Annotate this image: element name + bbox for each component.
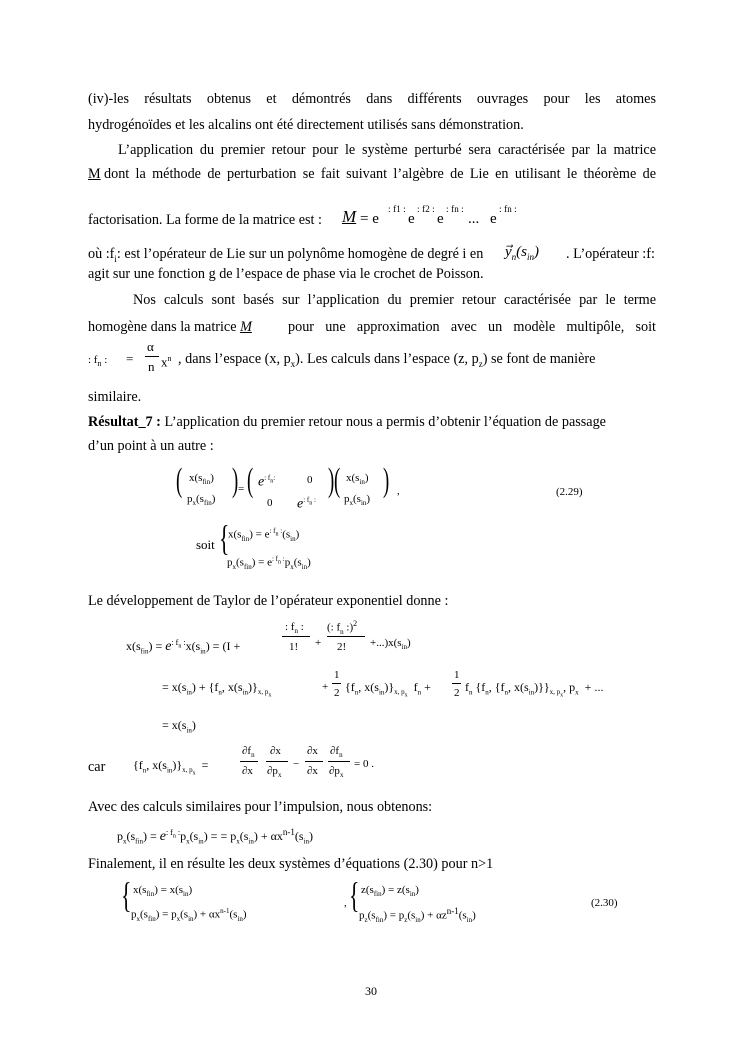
text-line-7: agit sur une fonction g de l’espace de phase via le crochet de Poisson. [88, 266, 484, 282]
factor-fn: : fn : [446, 204, 464, 215]
car-bracket: {$f_n$, $x(s_{in})\}_{x, p_x}$ = [133, 758, 209, 777]
soit-eq1: $x(s_{fin}) = e^{: f_n :}(s_{in})$ [228, 527, 300, 543]
car-bar4 [328, 761, 350, 762]
eq229-x-in: $x(s_{in})$ [346, 472, 369, 487]
text-line-6c: . L’opérateur :f: [566, 246, 655, 262]
car-d7: $\partial f_n$ [330, 745, 343, 760]
car-bar1 [240, 761, 258, 762]
text-line-2: hydrogénoïdes et les alcalins ont été directement utilisés sans démonstration. [88, 117, 524, 133]
taylor-half1-bar [332, 683, 341, 684]
fn-def-left: : $f_n$ : [88, 354, 108, 369]
factor-eq-e: = e [360, 211, 379, 227]
eq229-px-fin: $p_x(s_{fin})$ [187, 493, 216, 508]
factor-dots: ... [468, 211, 480, 227]
taylor-frac1-num: : $f_n$ : [285, 621, 304, 636]
car-minus: − [293, 758, 300, 770]
car-label: car [88, 759, 106, 775]
eq229-paren-r1: ) [232, 462, 239, 499]
soit-eq2: $p_x(s_{fin}) = e^{: f_n :}p_x(s_{in})$ [227, 555, 311, 571]
factor-fn-2: : fn : [499, 204, 517, 215]
final-line: Finalement, il en résulte les deux systèmes d’équations (2.30) pour n>1 [88, 856, 494, 872]
eq230-number: (2.30) [591, 897, 618, 909]
eq229-paren-l3: ( [334, 462, 341, 499]
eq229-paren-l2: ( [247, 462, 254, 499]
taylor-plus-half1: + [322, 681, 329, 693]
fn-alpha: α [147, 339, 154, 354]
matrix-M-italic: M [342, 207, 357, 226]
taylor-half2-num: 1 [454, 669, 460, 681]
eq229-x-fin: $x(s_{fin})$ [189, 472, 214, 487]
fn-frac-bar [145, 356, 159, 357]
taylor-tail: $+...)x(s_{in})$ [370, 637, 411, 652]
taylor-half2-bar [452, 683, 461, 684]
car-d5: ∂x [307, 745, 318, 757]
taylor-half2-den: 2 [454, 687, 460, 699]
sys1-eq1: $x(s_{fin}) = x(s_{in})$ [133, 884, 193, 899]
sys2-eq1: $z(s_{fin}) = z(s_{in})$ [361, 884, 419, 899]
text-line-8: Nos calculs sont basés sur l’application du premier retour caractérisée par le terme [133, 292, 656, 308]
soit-label: soit [196, 537, 215, 552]
taylor-plus1: + [315, 637, 322, 649]
vector-y-n: $y_n(s_{in})$ [505, 244, 540, 262]
taylor-frac2-den: 2! [337, 641, 347, 653]
eq229-number: (2.29) [556, 486, 583, 498]
eq229-paren-r2: ) [328, 462, 335, 499]
taylor-line: Le développement de Taylor de l’opérateur exponentiel donne : [88, 593, 449, 609]
sys1-eq2: $p_x(s_{fin}) = p_x(s_{in}) + \alpha x^{n-1}(s_{in})$ [131, 907, 247, 923]
text-line-11: similaire. [88, 389, 142, 405]
factor-e4: e [490, 211, 497, 227]
car-d2: ∂x [242, 765, 253, 777]
car-d8: $\partial p_x$ [329, 765, 344, 780]
eq229-paren-l1: ( [176, 462, 183, 499]
matrix-M-symbol: M [88, 166, 101, 182]
taylor-half1-num: 1 [334, 669, 340, 681]
taylor-frac2-num: (: $f_n$ :)$^2$ [327, 619, 358, 636]
eq229-e22: $e^{: f_n :}$ [297, 496, 316, 512]
text-line-13: d’un point à un autre : [88, 438, 214, 454]
fn-n-den: n [148, 359, 155, 374]
fn-xn: $x^n$ [161, 354, 172, 370]
eq229-comma: , [397, 485, 400, 497]
text-line-1: (iv)-les résultats obtenus et démontrés dans différents ouvrages pour les atomes [88, 91, 656, 107]
factor-e3: e [437, 211, 444, 227]
sys2-brace: { [349, 875, 360, 915]
eq229-e11: $e^{: f_n:}$ [258, 474, 276, 490]
car-d3: ∂x [270, 745, 281, 757]
taylor-half1-den: 2 [334, 687, 340, 699]
taylor-frac2-bar [327, 636, 365, 637]
factor-f2: : f2 : [417, 204, 435, 215]
eq229-paren-r3: ) [383, 462, 390, 499]
taylor-line2b: {$f_n$, $x(s_{in})\}_{x, p_x}$ $f_n$ + [345, 680, 431, 699]
text-line-9b: pour une approximation avec un modèle multipôle, soit [288, 319, 656, 335]
car-d6: ∂x [307, 765, 318, 777]
sys2-eq2: $p_z(s_{fin}) = p_z(s_{in}) + \alpha z^{n-1}(s_{in})$ [359, 906, 476, 924]
text-line-10: , dans l’espace (x, $p_x$). Les calculs dans l’espace (z, $p_z$) se font de manière [178, 351, 596, 369]
car-bar3 [305, 761, 323, 762]
sys1-brace: { [121, 875, 132, 915]
text-line-6a: où $:f_i$: est l’opérateur de Lie sur un polynôme homogène de degré i en [88, 246, 484, 264]
eq229-zero12: 0 [307, 474, 313, 486]
taylor-line2c: $f_n$ {$f_n$, {$f_n$, $x(s_{in})\}\}_{x, p_x}$, $p_x$ + ... [465, 680, 604, 699]
text-line-9: homogène dans la matrice M [88, 319, 252, 335]
soit-brace: { [219, 518, 230, 558]
car-d4: $\partial p_x$ [267, 765, 282, 780]
taylor-line2a: = $x(s_{in}) + \{f_n$, $x(s_{in})\}_{x, p_x}$ [162, 680, 272, 699]
taylor-frac1-bar [282, 636, 310, 637]
text-line-4: dont la méthode de perturbation se fait suivant l’algèbre de Lie en utilisant le théorème de [104, 166, 656, 182]
eq229-equals: = [238, 483, 245, 495]
factor-e2: e [408, 211, 415, 227]
result-line: Résultat_7 : L’application du premier retour nous a permis d’obtenir l’équation de passage [88, 414, 606, 430]
sys-comma: , [344, 897, 347, 909]
text-line-5: factorisation. La forme de la matrice est : [88, 212, 322, 228]
car-d1: $\partial f_n$ [242, 745, 255, 760]
fn-def-eq: = [126, 351, 134, 366]
impulsion-line: Avec des calculs similaires pour l’impulsion, nous obtenons: [88, 799, 433, 815]
text-line-3: L’application du premier retour pour le système perturbé sera caractérisée par la matrice [118, 142, 656, 158]
taylor-frac1-den: 1! [289, 641, 299, 653]
factor-f1: : f1 : [388, 204, 406, 215]
car-bar2 [266, 761, 288, 762]
eq229-zero21: 0 [267, 497, 273, 509]
taylor-lhs: $x(s_{fin}) = e^{: f_n :}x(s_{in}) = (I$ + [126, 638, 241, 656]
eq229-px-in: $p_x(s_{in})$ [344, 493, 371, 508]
page-number: 30 [365, 984, 377, 998]
impulsion-eq: $p_x(s_{fin}) = e^{: f_n :}p_x(s_{in})$ = = $p_x(s_{in}) + \alpha x^{n-1}(s_{in})$ [117, 827, 314, 846]
car-zero: = 0 . [354, 758, 374, 770]
taylor-line3: = $x(s_{in})$ [162, 718, 196, 735]
